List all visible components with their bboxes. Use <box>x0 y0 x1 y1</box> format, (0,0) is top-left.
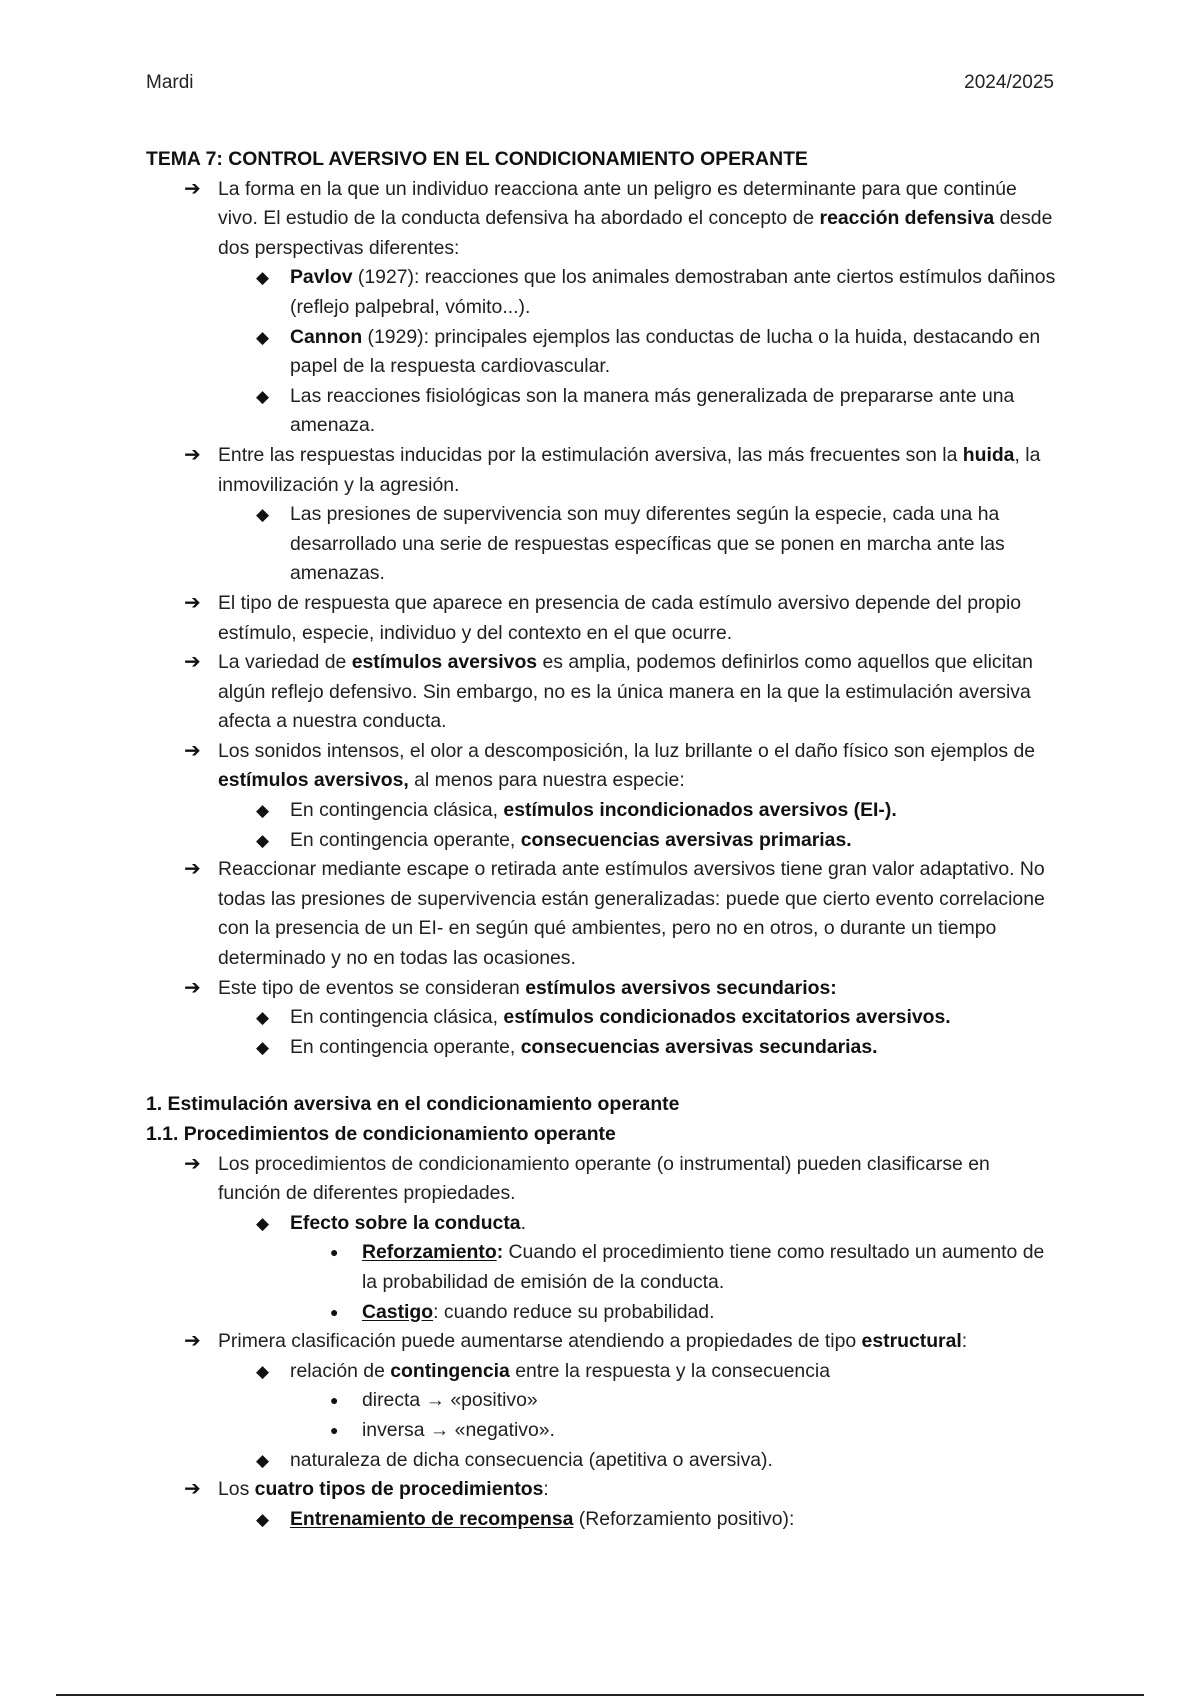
section-heading: 1. Estimulación aversiva en el condicionamiento operante <box>146 1093 680 1116</box>
list-item: ◆ relación de contingencia entre la respuesta y la consecuencia <box>146 1357 1056 1387</box>
arrow-icon: ➔ <box>184 651 201 674</box>
list-item: ◆ En contingencia clásica, estímulos incondicionados aversivos (EI-). <box>146 796 1056 826</box>
arrow-icon: ➔ <box>184 177 201 200</box>
diamond-icon: ◆ <box>256 386 270 406</box>
list-item: ● Castigo: cuando reduce su probabilidad. <box>146 1298 1056 1328</box>
arrow-icon: ➔ <box>184 976 201 999</box>
list-item: ◆ Pavlov (1927): reacciones que los animales demostraban ante ciertos estímulos dañinos (reflejo palpebral, vómito...). <box>146 263 1056 322</box>
list-item: ◆ naturaleza de dicha consecuencia (apetitiva o aversiva). <box>146 1446 1056 1476</box>
list-item: ➔ Los procedimientos de condicionamiento operante (o instrumental) pueden clasificarse en función de diferentes propiedades. <box>146 1150 1056 1209</box>
list-item: ● inversa → «negativo». <box>146 1416 1056 1446</box>
diamond-icon: ◆ <box>256 830 270 850</box>
list-item: ◆ Entrenamiento de recompensa (Reforzamiento positivo): <box>146 1505 1056 1535</box>
diamond-icon: ◆ <box>256 1361 270 1381</box>
list-item: ➔ La variedad de estímulos aversivos es amplia, podemos definirlos como aquellos que elicitan algún reflejo defensivo. Sin embargo, no es la única manera en la que la estimulación aversiva afecta a nuestra conducta. <box>146 648 1056 737</box>
list-item: ➔ Entre las respuestas inducidas por la estimulación aversiva, las más frecuentes son la huida, la inmovilización y la agresión. <box>146 441 1056 500</box>
bullet-icon: ● <box>330 1392 339 1409</box>
list-item: ◆ Cannon (1929): principales ejemplos las conductas de lucha o la huida, destacando en papel de la respuesta cardiovascular. <box>146 323 1056 382</box>
list-item: ➔ Los cuatro tipos de procedimientos: <box>146 1475 1056 1505</box>
arrow-icon: ➔ <box>184 1478 201 1501</box>
list-item: ➔ La forma en la que un individuo reacciona ante un peligro es determinante para que continúe vivo. El estudio de la conducta defensiva ha abordado el concepto de reacción defensiva desde dos perspectivas diferentes: <box>146 175 1056 264</box>
list-item: ➔ Los sonidos intensos, el olor a descomposición, la luz brillante o el daño físico son ejemplos de estímulos aversivos, al menos para nuestra especie: <box>146 737 1056 796</box>
diamond-icon: ◆ <box>256 1450 270 1470</box>
list-item: ◆ Las presiones de supervivencia son muy diferentes según la especie, cada una ha desarrollado una serie de respuestas específicas que se ponen en marcha ante las amenazas. <box>146 500 1056 589</box>
list-item: ● directa → «positivo» <box>146 1386 1056 1416</box>
diamond-icon: ◆ <box>256 1213 270 1233</box>
diamond-icon: ◆ <box>256 801 270 821</box>
subsection-heading: 1.1. Procedimientos de condicionamiento operante <box>146 1123 616 1145</box>
arrow-icon: ➔ <box>184 858 201 881</box>
arrow-icon: ➔ <box>184 443 201 466</box>
diamond-icon: ◆ <box>256 505 270 525</box>
document-body <box>146 145 1056 1534</box>
arrow-icon: ➔ <box>184 1152 201 1175</box>
diamond-icon: ◆ <box>256 268 270 288</box>
list-item: ◆ En contingencia clásica, estímulos condicionados excitatorios aversivos. <box>146 1003 1056 1033</box>
arrow-icon: ➔ <box>184 739 201 762</box>
arrow-icon: ➔ <box>184 591 201 614</box>
list-item: ◆ Las reacciones fisiológicas son la manera más generalizada de prepararse ante una amenaza. <box>146 382 1056 441</box>
list-item: ➔ El tipo de respuesta que aparece en presencia de cada estímulo aversivo depende del propio estímulo, especie, individuo y del contexto en el que ocurre. <box>146 589 1056 648</box>
list-item: ◆ Efecto sobre la conducta. <box>146 1209 1056 1239</box>
bullet-icon: ● <box>330 1244 339 1261</box>
arrow-icon: ➔ <box>184 1330 201 1353</box>
header-right: 2024/2025 <box>964 72 1054 93</box>
bullet-icon: ● <box>330 1421 339 1438</box>
page-title: TEMA 7: CONTROL AVERSIVO EN EL CONDICIONAMIENTO OPERANTE <box>146 148 808 170</box>
diamond-icon: ◆ <box>256 1037 270 1057</box>
diamond-icon: ◆ <box>256 1509 270 1529</box>
list-item: ➔ Primera clasificación puede aumentarse atendiendo a propiedades de tipo estructural: <box>146 1327 1056 1357</box>
footer-divider <box>56 1694 1144 1696</box>
list-item: ➔ Reaccionar mediante escape o retirada ante estímulos aversivos tiene gran valor adaptativo. No todas las presiones de supervivencia están generalizadas: puede que cierto evento correlacione con la presencia de un EI- en según qué ambientes, pero no en otros, o durante un tiempo determinado y no en todas las ocasiones. <box>146 855 1056 973</box>
bullet-icon: ● <box>330 1303 339 1320</box>
list-item: ➔ Este tipo de eventos se consideran estímulos aversivos secundarios: <box>146 974 1056 1004</box>
diamond-icon: ◆ <box>256 327 270 347</box>
spacer <box>146 1062 1056 1090</box>
list-item: ◆ En contingencia operante, consecuencias aversivas secundarias. <box>146 1033 1056 1063</box>
list-item: ● Reforzamiento: Cuando el procedimiento tiene como resultado un aumento de la probabilidad de emisión de la conducta. <box>146 1238 1056 1297</box>
list-item: ◆ En contingencia operante, consecuencias aversivas primarias. <box>146 826 1056 856</box>
header-left: Mardi <box>146 72 194 93</box>
diamond-icon: ◆ <box>256 1008 270 1028</box>
